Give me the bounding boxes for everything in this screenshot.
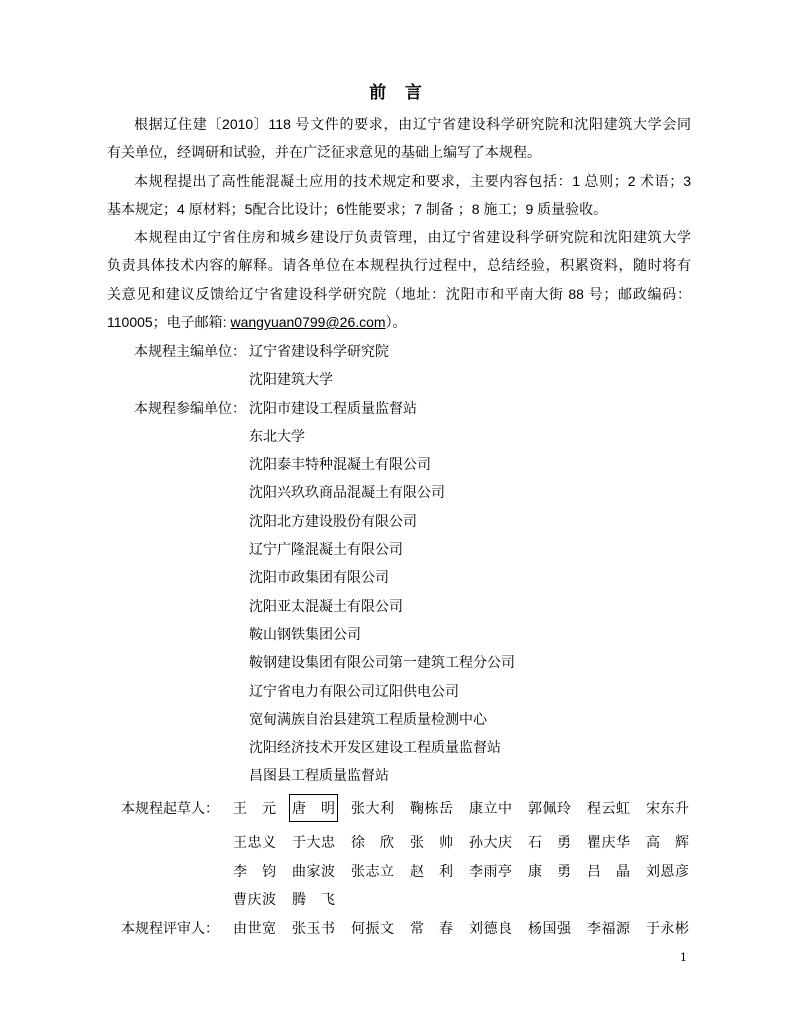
reviewers-list (233, 917, 705, 939)
reviewer-name: 何振文 (351, 920, 394, 936)
drafter-name: 曲家波 (292, 863, 335, 879)
drafter-name: 鞠栋岳 (410, 800, 453, 816)
drafter-name: 程云虹 (587, 800, 630, 816)
chief-editor-unit: 辽宁省建设科学研究院 (249, 343, 389, 359)
preface-body (107, 110, 691, 336)
unit-row (134, 337, 515, 365)
drafters-row (233, 797, 705, 819)
drafter-name: 曹庆波 (233, 891, 276, 907)
drafter-name: 郭佩玲 (528, 800, 571, 816)
participating-unit: 昌图县工程质量监督站 (249, 767, 389, 784)
reviewer-name: 李福源 (587, 920, 630, 936)
reviewer-name: 常 春 (410, 920, 453, 936)
postal-code-text: 110005；电子邮箱: (107, 314, 231, 331)
drafter-name: 宋东升 (646, 800, 689, 816)
chief-editor-label: 本规程主编单位： (134, 343, 246, 359)
drafter-name: 石 勇 (528, 834, 571, 850)
participating-unit: 辽宁省电力有限公司辽阳供电公司 (249, 682, 459, 699)
drafter-name: 徐 欣 (351, 834, 394, 850)
paragraph-line: 有关单位，经调研和试验，并在广泛征求意见的基础上编写了本规程。 (107, 144, 541, 161)
unit-row (134, 450, 515, 478)
reviewers-label: 本规程评审人： (121, 920, 219, 936)
unit-row (134, 507, 515, 535)
drafter-name: 孙大庆 (469, 834, 512, 850)
email-address: wangyuan0799@26.com (230, 314, 386, 331)
participating-label: 本规程参编单位： (134, 399, 246, 416)
paragraph-line: 基本规定；4 原材料；5配合比设计；6性能要求；7 制备 ；8 施工；9 质量验收。 (107, 200, 608, 217)
unit-row (134, 365, 515, 393)
paragraph-line: 本规程由辽宁省住房和城乡建设厅负责管理，由辽宁省建设科学研究院和沈阳建筑大学 (134, 229, 691, 246)
unit-row (134, 478, 515, 506)
paragraph-line: 本规程提出了高性能混凝土应用的技术规定和要求，主要内容包括：1 总则；2 术语；3 (134, 172, 691, 189)
drafter-name: 张 帅 (410, 834, 453, 850)
drafters-label: 本规程起草人： (121, 800, 219, 816)
participating-unit: 鞍钢建设集团有限公司第一建筑工程分公司 (249, 654, 515, 671)
reviewer-name: 张玉书 (292, 920, 335, 936)
drafter-name: 于大忠 (292, 834, 335, 850)
reviewer-name: 于永彬 (646, 920, 689, 936)
drafter-name-boxed: 唐 明 (292, 797, 335, 819)
drafter-name: 王忠义 (233, 834, 276, 850)
page-title: 前 言 (369, 83, 422, 102)
unit-row (134, 705, 515, 733)
unit-row (134, 422, 515, 450)
reviewer-name: 杨国强 (528, 920, 571, 936)
drafter-name: 瞿庆华 (587, 834, 630, 850)
page-number: 1 (680, 951, 687, 964)
unit-row (134, 592, 515, 620)
drafter-name: 康 勇 (528, 863, 571, 879)
paragraph-line: 关意见和建议反馈给辽宁省建设科学研究院（地址：沈阳市和平南大街 88 号；邮政编码： (107, 285, 691, 302)
drafter-name: 李雨亭 (469, 863, 512, 879)
unit-row (134, 394, 515, 422)
drafter-name: 王 元 (233, 800, 276, 816)
participating-unit: 沈阳亚太混凝土有限公司 (249, 597, 403, 614)
drafter-name: 刘恩彦 (646, 863, 689, 879)
participating-unit: 沈阳泰丰特种混凝土有限公司 (249, 456, 431, 473)
unit-row (134, 733, 515, 761)
unit-row (134, 677, 515, 705)
unit-row (134, 535, 515, 563)
drafter-name: 张志立 (351, 863, 394, 879)
drafter-name: 吕 晶 (587, 863, 630, 879)
drafters-row (233, 888, 351, 910)
paragraph-line: 根据辽住建〔2010〕118 号文件的要求，由辽宁省建设科学研究院和沈阳建筑大学会同 (134, 116, 691, 132)
participating-unit: 沈阳市建设工程质量监督站 (249, 399, 417, 416)
unit-row (134, 761, 515, 789)
drafter-name: 李 钧 (233, 863, 276, 879)
units-list (134, 337, 515, 790)
participating-unit: 宽甸满族自治县建筑工程质量检测中心 (249, 710, 487, 727)
participating-unit: 沈阳北方建设股份有限公司 (249, 512, 417, 529)
participating-unit: 沈阳市政集团有限公司 (249, 569, 389, 586)
drafter-name: 张大利 (351, 800, 394, 816)
unit-row (134, 620, 515, 648)
participating-unit: 沈阳经济技术开发区建设工程质量监督站 (249, 739, 501, 756)
drafters-row (233, 831, 705, 853)
drafter-name: 赵 利 (410, 863, 453, 879)
unit-row (134, 563, 515, 591)
participating-unit: 东北大学 (249, 427, 305, 444)
contact-suffix: ）。 (385, 314, 407, 331)
participating-unit: 辽宁广隆混凝土有限公司 (249, 541, 403, 558)
drafters-row (233, 860, 705, 882)
participating-unit: 鞍山钢铁集团公司 (249, 625, 361, 642)
paragraph-line: 负责具体技术内容的解释。请各单位在本规程执行过程中，总结经验，积累资料，随时将有 (107, 257, 691, 274)
contact-line (107, 308, 691, 336)
drafter-name: 高 辉 (646, 834, 689, 850)
drafter-name: 腾 飞 (292, 891, 335, 907)
unit-row (134, 648, 515, 676)
reviewer-name: 由世宽 (233, 920, 276, 936)
reviewer-name: 刘德良 (469, 920, 512, 936)
participating-unit: 沈阳兴玖玖商品混凝土有限公司 (249, 484, 445, 501)
drafter-name: 康立中 (469, 800, 512, 816)
chief-editor-unit: 沈阳建筑大学 (249, 371, 333, 388)
